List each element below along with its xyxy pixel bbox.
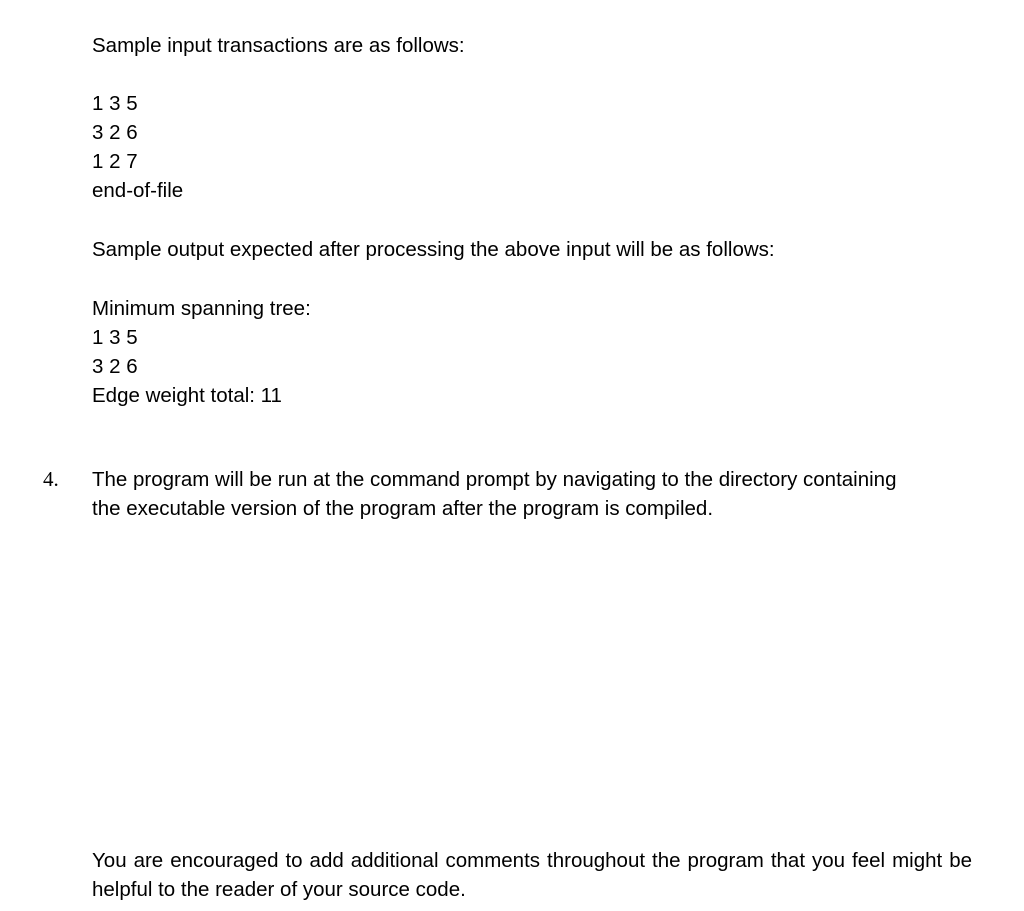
sample-output-heading: Sample output expected after processing the above input will be as follows: [92, 238, 775, 261]
sample-output-line: 3 2 6 [92, 355, 138, 378]
closing-paragraph: You are encouraged to add additional comments throughout the program that you feel might be helpful to the reader of your source code. [92, 849, 972, 901]
sample-input-line: 1 3 5 [92, 92, 138, 115]
item-4-text-line-2: the executable version of the program after the program is compiled. [92, 497, 714, 520]
list-item-number: 4. [43, 467, 59, 491]
sample-input-line: end-of-file [92, 179, 184, 202]
sample-input-heading: Sample input transactions are as follows: [92, 34, 465, 57]
sample-input-line: 1 2 7 [92, 150, 138, 173]
item-4-text-line-1: The program will be run at the command prompt by navigating to the directory containing [92, 468, 897, 491]
sample-output-line: Edge weight total: 11 [92, 384, 282, 407]
sample-output-line: Minimum spanning tree: [92, 297, 311, 320]
sample-output-line: 1 3 5 [92, 326, 138, 349]
sample-input-line: 3 2 6 [92, 121, 138, 144]
